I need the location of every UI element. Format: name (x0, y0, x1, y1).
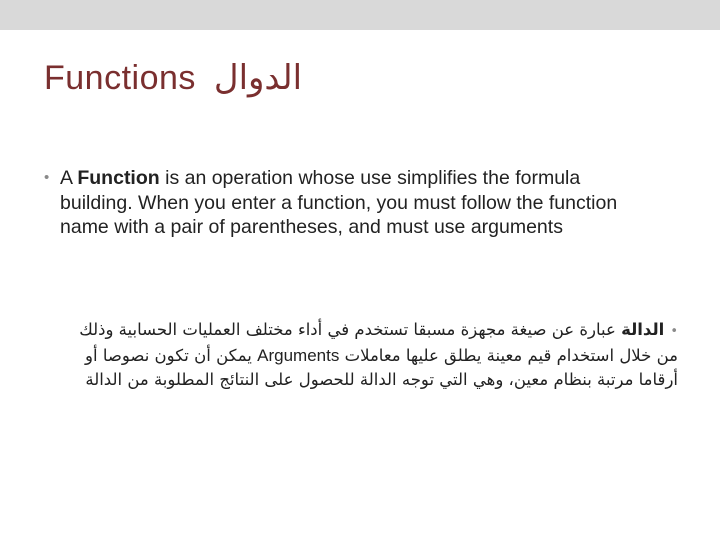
english-bullet-point (44, 166, 654, 240)
slide-title-arabic: الدوال (213, 59, 303, 97)
arabic-bullet-bold-term: الدالة (621, 320, 665, 339)
english-bullet-text (60, 166, 654, 240)
bullet-dot-icon: • (670, 324, 678, 339)
english-bullet-bold-term: Function (77, 167, 160, 189)
arabic-bullet-part2: يمكن أن تكون نصوصا أو أرقاما مرتبة بنظام معين، وهي التي توجه الدالة للحصول على النتائج المطلوبة من الدالة (85, 346, 678, 389)
english-bullet-prefix: A (60, 167, 78, 189)
english-bullet-rest: is an operation whose use simplifies the formula building. When you enter a function, you must follow the function name with a pair of parentheses, and must use arguments (60, 167, 618, 238)
slide-title (44, 58, 302, 98)
top-decoration-bar (0, 0, 720, 30)
bullet-dot-icon: • (44, 169, 50, 186)
arabic-bullet-point (68, 318, 678, 392)
arabic-bullet-part1: عبارة عن صيغة مجهزة مسبقا تستخدم في أداء مختلف العمليات الحسابية وذلك من خلال استخدام قيم معينة يطلق عليها معاملات (79, 320, 678, 365)
slide-title-english: Functions (44, 59, 196, 97)
arabic-bullet-arguments-term: Arguments (257, 346, 340, 365)
